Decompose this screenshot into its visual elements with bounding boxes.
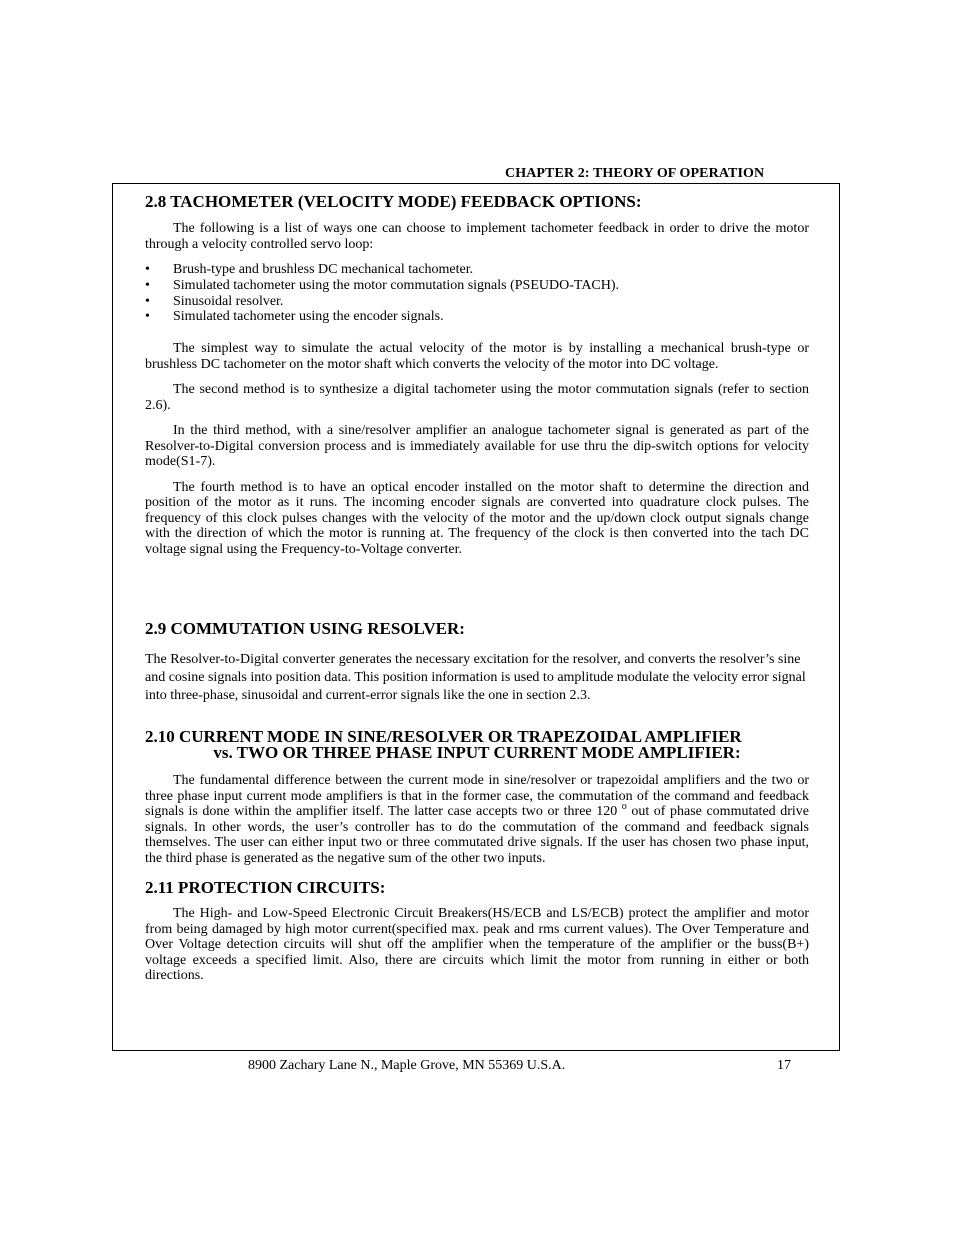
bullet-icon: •	[145, 309, 150, 325]
section-2-10-title-line-2: vs. TWO OR THREE PHASE INPUT CURRENT MODE AMPLIFIER:	[213, 743, 741, 763]
section-2-10-text-a: The fundamental difference between the current mode in sine/resolver or trapezoidal amplifiers and the two or three phase input current mode amplifiers is that in the former case, the commutation of the command and feedback signals is done within the amplifier itself. The latter case accepts two or three 120	[145, 773, 809, 820]
page-content	[145, 192, 809, 984]
list-item-text: Sinusoidal resolver.	[173, 293, 284, 309]
list-item-text: Simulated tachometer using the motor commutation signals (PSEUDO-TACH).	[173, 277, 620, 293]
section-2-10-title-line-1: 2.10 CURRENT MODE IN SINE/RESOLVER OR TRAPEZOIDAL AMPLIFIER	[145, 727, 742, 747]
list-item-text: Simulated tachometer using the encoder signals.	[173, 309, 444, 325]
bullet-icon: •	[145, 293, 150, 309]
section-2-8-paragraph-1: The simplest way to simulate the actual velocity of the motor is by installing a mechanical brush-type or brushless DC tachometer on the motor shaft which converts the velocity of the motor into DC voltage.	[145, 341, 809, 372]
list-item	[145, 278, 809, 294]
section-2-11-paragraph: The High- and Low-Speed Electronic Circuit Breakers(HS/ECB and LS/ECB) protect the amplifier and motor from being damaged by high motor current(specified max. peak and rms current values). The Over Temperature and Over Voltage detection circuits will shut off the amplifier when the temperature of the amplifier or the buss(B+) voltage exceeds a specified limit. Also, there are circuits which limit the motor from running in either or both directions.	[145, 906, 809, 984]
page-number: 17	[777, 1058, 791, 1073]
list-item	[145, 262, 809, 278]
section-2-9-title: 2.9 COMMUTATION USING RESOLVER:	[145, 619, 465, 639]
section-2-8-paragraph-3: In the third method, with a sine/resolver amplifier an analogue tachometer signal is generated as part of the Resolver-to-Digital conversion process and is immediately available for use thru the dip-switch options for velocity mode(S1-7).	[145, 423, 809, 470]
list-item-text: Brush-type and brushless DC mechanical tachometer.	[173, 262, 474, 277]
section-2-8-title: 2.8 TACHOMETER (VELOCITY MODE) FEEDBACK OPTIONS:	[145, 192, 642, 211]
section-2-8-paragraph-2: The second method is to synthesize a digital tachometer using the motor commutation signals (refer to section 2.6).	[145, 382, 809, 413]
section-2-8-intro: The following is a list of ways one can choose to implement tachometer feedback in order to drive the motor through a velocity controlled servo loop:	[145, 221, 809, 252]
chapter-header: CHAPTER 2: THEORY OF OPERATION	[505, 166, 765, 181]
bullet-icon: •	[145, 262, 150, 277]
section-2-8-paragraph-4: The fourth method is to have an optical encoder installed on the motor shaft to determine the direction and position of the motor as it runs. The incoming encoder signals are converted into quadrature clock pulses. The frequency of this clock pulses changes with the velocity of the motor and the up/down clock output signals change with the direction of which the motor is running at. The frequency of the clock is then converted into the tach DC voltage signal using the Frequency-to-Voltage converter.	[145, 479, 809, 557]
section-2-9-paragraph: The Resolver-to-Digital converter generates the necessary excitation for the resolver, and converts the resolver’s sine and cosine signals into position data. This position information is used to amplitude modulate the velocity error signal into three-phase, sinusoidal and current-error signals like the one in section 2.3.	[145, 652, 806, 704]
bullet-icon: •	[145, 277, 150, 293]
degree-superscript: o	[621, 801, 627, 813]
tach-options-list	[145, 262, 809, 325]
footer-address: 8900 Zachary Lane N., Maple Grove, MN 55369 U.S.A.	[248, 1058, 566, 1073]
list-item	[145, 309, 809, 325]
section-2-10-paragraph	[145, 773, 809, 866]
section-2-11-title: 2.11 PROTECTION CIRCUITS:	[145, 878, 386, 898]
list-item	[145, 294, 809, 310]
section-2-10-text-b: out of phase commutated drive signals. In other words, the user’s controller has to do the commutation of the command and feedback signals themselves. The user can either input two or three commutated drive signals. If the user has chosen two phase input, the third phase is generated as the negative sum of the other two inputs.	[145, 804, 809, 866]
